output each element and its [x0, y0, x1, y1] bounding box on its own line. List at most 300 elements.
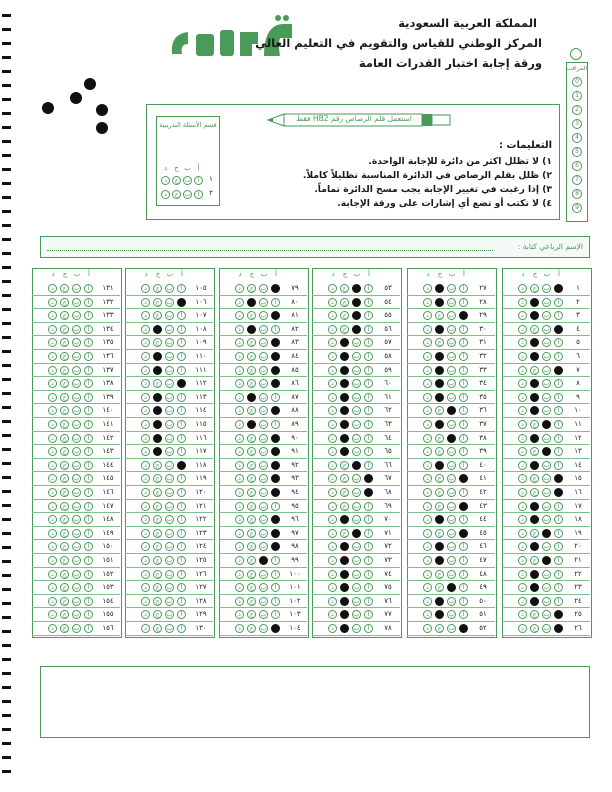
answer-bubble[interactable]: د [423, 597, 432, 606]
answer-bubble[interactable]: ج [435, 406, 444, 415]
answer-bubble[interactable]: ج [340, 298, 349, 307]
answer-bubble[interactable]: د [235, 610, 244, 619]
answer-bubble[interactable]: د [328, 610, 337, 619]
answer-bubble[interactable]: ب [353, 475, 360, 483]
answer-bubble[interactable]: ب [73, 366, 80, 374]
answer-bubble-filled[interactable] [530, 461, 539, 470]
answer-bubble[interactable]: د [235, 556, 244, 565]
answer-bubble[interactable]: أ [84, 502, 93, 511]
answer-bubble[interactable]: أ [459, 610, 468, 619]
answer-bubble[interactable]: أ [554, 311, 563, 320]
supervisor-digit-bubble[interactable]: 5 [572, 147, 582, 157]
answer-bubble-filled[interactable] [554, 325, 563, 334]
answer-bubble[interactable]: د [518, 597, 527, 606]
answer-bubble[interactable]: د [518, 366, 527, 375]
answer-bubble[interactable]: أ [84, 379, 93, 388]
answer-bubble[interactable]: ب [448, 475, 455, 483]
answer-bubble[interactable]: د [235, 624, 244, 633]
answer-bubble[interactable]: أ [459, 420, 468, 429]
answer-bubble[interactable]: ب [448, 325, 455, 333]
answer-bubble[interactable]: أ [364, 583, 373, 592]
answer-bubble[interactable]: ب [448, 557, 455, 564]
answer-bubble[interactable]: د [518, 325, 527, 334]
answer-bubble[interactable]: د [235, 597, 244, 606]
answer-bubble[interactable]: د [235, 461, 244, 470]
answer-bubble[interactable]: د [518, 488, 527, 497]
answer-bubble[interactable]: ب [73, 625, 80, 632]
answer-bubble-filled[interactable] [271, 624, 280, 633]
answer-bubble[interactable]: أ [84, 298, 93, 307]
answer-bubble[interactable]: ج [60, 583, 69, 592]
answer-bubble[interactable]: أ [177, 447, 186, 456]
answer-bubble[interactable]: د [141, 352, 150, 361]
answer-bubble[interactable]: ج [247, 502, 256, 511]
answer-bubble[interactable]: ب [353, 407, 360, 415]
answer-bubble[interactable]: ب [260, 448, 267, 456]
answer-bubble[interactable]: د [328, 325, 337, 334]
answer-bubble-filled[interactable] [247, 393, 256, 402]
answer-bubble[interactable]: أ [554, 338, 563, 347]
supervisor-digit-bubble[interactable]: 2 [572, 105, 582, 115]
answer-bubble[interactable]: ب [543, 516, 550, 524]
answer-bubble[interactable]: أ [84, 338, 93, 347]
answer-bubble[interactable]: ج [60, 379, 69, 388]
answer-bubble[interactable]: ب [353, 557, 360, 564]
answer-bubble[interactable]: د [235, 298, 244, 307]
answer-bubble[interactable]: أ [177, 502, 186, 511]
answer-bubble[interactable]: أ [364, 325, 373, 334]
answer-bubble-filled[interactable] [435, 420, 444, 429]
answer-bubble[interactable]: ج [247, 556, 256, 565]
answer-bubble[interactable]: أ [459, 352, 468, 361]
answer-bubble[interactable]: ج [247, 488, 256, 497]
answer-bubble-filled[interactable] [554, 366, 563, 375]
answer-bubble[interactable]: ب [448, 502, 455, 510]
answer-bubble[interactable]: ب [260, 407, 267, 415]
answer-bubble[interactable]: ب [166, 312, 173, 320]
answer-bubble[interactable]: ب [448, 516, 455, 524]
answer-bubble-filled[interactable] [271, 366, 280, 375]
answer-bubble[interactable]: ج [153, 542, 162, 551]
answer-bubble[interactable]: ب [73, 597, 80, 605]
answer-bubble-filled[interactable] [271, 352, 280, 361]
answer-bubble[interactable]: أ [459, 583, 468, 592]
answer-bubble[interactable]: د [141, 393, 150, 402]
answer-bubble[interactable]: ب [353, 543, 360, 551]
answer-bubble[interactable]: ب [260, 597, 267, 605]
answer-bubble[interactable]: د [48, 583, 57, 592]
answer-bubble[interactable]: ب [73, 557, 80, 564]
answer-bubble-filled[interactable] [153, 420, 162, 429]
answer-bubble[interactable]: أ [177, 406, 186, 415]
answer-bubble[interactable]: ب [543, 366, 550, 374]
answer-bubble[interactable]: د [235, 542, 244, 551]
answer-bubble[interactable]: أ [84, 393, 93, 402]
answer-bubble[interactable]: ب [448, 312, 455, 320]
answer-bubble[interactable]: ج [60, 311, 69, 320]
answer-bubble[interactable]: ج [60, 556, 69, 565]
answer-bubble[interactable]: د [235, 366, 244, 375]
answer-bubble[interactable]: أ [459, 338, 468, 347]
answer-bubble[interactable]: أ [177, 325, 186, 334]
answer-bubble[interactable]: د [328, 542, 337, 551]
answer-bubble[interactable]: د [48, 515, 57, 524]
answer-bubble[interactable]: د [518, 434, 527, 443]
answer-bubble[interactable]: د [141, 583, 150, 592]
answer-bubble[interactable]: ب [260, 516, 267, 524]
answer-bubble[interactable]: د [518, 474, 527, 483]
answer-bubble[interactable]: د [48, 284, 57, 293]
answer-bubble[interactable]: د [423, 352, 432, 361]
answer-bubble[interactable]: أ [364, 556, 373, 565]
answer-bubble[interactable]: ب [543, 584, 550, 592]
answer-bubble[interactable]: ج [60, 325, 69, 334]
answer-bubble[interactable]: ج [340, 461, 349, 470]
answer-bubble[interactable]: أ [271, 597, 280, 606]
answer-bubble[interactable]: ب [448, 298, 455, 306]
answer-bubble[interactable]: ج [153, 597, 162, 606]
answer-bubble-filled[interactable] [554, 624, 563, 633]
answer-bubble[interactable]: ج [435, 311, 444, 320]
answer-bubble[interactable]: د [48, 624, 57, 633]
answer-bubble[interactable]: د [235, 434, 244, 443]
answer-bubble-filled[interactable] [153, 352, 162, 361]
answer-bubble[interactable]: أ [459, 597, 468, 606]
answer-bubble[interactable]: ب [543, 597, 550, 605]
answer-bubble[interactable]: ج [153, 583, 162, 592]
answer-bubble[interactable]: د [423, 311, 432, 320]
supervisor-digit-bubble[interactable]: 9 [572, 203, 582, 213]
answer-bubble[interactable]: ج [153, 338, 162, 347]
answer-bubble[interactable]: د [235, 447, 244, 456]
answer-bubble[interactable]: د [328, 420, 337, 429]
answer-bubble[interactable]: أ [554, 461, 563, 470]
answer-bubble-filled[interactable] [340, 434, 349, 443]
answer-bubble[interactable]: د [48, 352, 57, 361]
answer-bubble-filled[interactable] [247, 420, 256, 429]
answer-bubble-filled[interactable] [271, 434, 280, 443]
answer-bubble[interactable]: أ [84, 434, 93, 443]
answer-bubble[interactable]: ب [448, 461, 455, 469]
answer-bubble-filled[interactable] [435, 366, 444, 375]
answer-bubble-filled[interactable] [352, 284, 361, 293]
answer-bubble[interactable]: ج [247, 284, 256, 293]
answer-bubble[interactable]: ب [166, 434, 173, 442]
answer-bubble[interactable]: د [48, 393, 57, 402]
answer-bubble[interactable]: أ [84, 542, 93, 551]
answer-bubble[interactable]: ب [166, 407, 173, 415]
answer-bubble[interactable]: ب [73, 434, 80, 442]
answer-bubble[interactable]: ج [247, 434, 256, 443]
answer-bubble[interactable]: ج [340, 311, 349, 320]
answer-bubble[interactable]: د [423, 502, 432, 511]
answer-bubble[interactable]: ب [166, 611, 173, 619]
answer-bubble[interactable]: أ [84, 352, 93, 361]
answer-bubble-filled[interactable] [352, 529, 361, 538]
answer-bubble-filled[interactable] [153, 393, 162, 402]
answer-bubble[interactable]: ج [60, 529, 69, 538]
answer-bubble-filled[interactable] [435, 556, 444, 565]
answer-bubble[interactable]: ج [435, 583, 444, 592]
answer-bubble[interactable]: ب [353, 611, 360, 619]
answer-bubble[interactable]: ب [448, 597, 455, 605]
answer-bubble[interactable]: ب [260, 584, 267, 592]
answer-bubble-filled[interactable] [340, 570, 349, 579]
answer-bubble[interactable]: ب [166, 325, 173, 333]
answer-bubble[interactable]: أ [554, 406, 563, 415]
answer-bubble[interactable]: ب [353, 393, 360, 401]
answer-bubble[interactable]: د [328, 447, 337, 456]
answer-bubble[interactable]: ب [543, 298, 550, 306]
answer-bubble-filled[interactable] [530, 597, 539, 606]
answer-bubble[interactable]: ب [543, 407, 550, 415]
answer-bubble[interactable]: أ [364, 393, 373, 402]
answer-bubble[interactable]: ب [353, 597, 360, 605]
answer-bubble[interactable]: ب [260, 366, 267, 374]
answer-bubble-filled[interactable] [435, 597, 444, 606]
answer-bubble[interactable]: ب [73, 421, 80, 428]
answer-bubble[interactable]: أ [459, 570, 468, 579]
answer-bubble[interactable]: د [141, 597, 150, 606]
answer-bubble[interactable]: ج [60, 515, 69, 524]
answer-bubble[interactable]: أ [177, 366, 186, 375]
answer-bubble[interactable]: د [518, 624, 527, 633]
answer-bubble[interactable]: ب [166, 285, 173, 292]
answer-bubble[interactable]: ب [543, 380, 550, 388]
answer-bubble[interactable]: د [518, 406, 527, 415]
answer-bubble[interactable]: أ [364, 610, 373, 619]
answer-bubble[interactable]: أ [459, 393, 468, 402]
answer-bubble[interactable]: ج [247, 447, 256, 456]
answer-bubble[interactable]: أ [84, 406, 93, 415]
answer-bubble[interactable]: د [518, 542, 527, 551]
answer-bubble-filled[interactable] [340, 556, 349, 565]
answer-bubble[interactable]: ب [73, 502, 80, 510]
answer-bubble[interactable]: ج [60, 597, 69, 606]
answer-bubble[interactable]: د [48, 542, 57, 551]
answer-bubble[interactable]: ج [530, 624, 539, 633]
answer-bubble[interactable]: ج [247, 597, 256, 606]
answer-bubble[interactable]: ب [260, 461, 267, 469]
answer-bubble[interactable]: د [141, 298, 150, 307]
answer-bubble[interactable]: ج [247, 406, 256, 415]
answer-bubble-filled[interactable] [340, 624, 349, 633]
answer-bubble[interactable]: ج [60, 461, 69, 470]
answer-bubble[interactable]: ب [353, 434, 360, 442]
answer-bubble[interactable]: د [518, 298, 527, 307]
answer-bubble[interactable]: ب [73, 489, 80, 496]
answer-bubble[interactable]: أ [459, 515, 468, 524]
answer-bubble[interactable]: ج [60, 474, 69, 483]
answer-bubble[interactable]: د [141, 502, 150, 511]
answer-bubble[interactable]: ب [73, 475, 80, 483]
answer-bubble[interactable]: د [235, 284, 244, 293]
answer-bubble[interactable]: ج [435, 474, 444, 483]
answer-bubble[interactable]: د [518, 447, 527, 456]
answer-bubble[interactable]: أ [554, 447, 563, 456]
answer-bubble[interactable]: ج [530, 284, 539, 293]
answer-bubble[interactable]: ب [166, 516, 173, 524]
answer-bubble[interactable]: ب [353, 570, 360, 578]
answer-bubble[interactable]: أ [84, 474, 93, 483]
answer-bubble[interactable]: د [235, 379, 244, 388]
answer-bubble[interactable]: د [235, 393, 244, 402]
answer-bubble[interactable]: ج [153, 515, 162, 524]
answer-bubble[interactable]: د [328, 474, 337, 483]
answer-bubble[interactable]: أ [177, 542, 186, 551]
answer-bubble[interactable]: ب [166, 570, 173, 578]
answer-bubble[interactable]: د [518, 502, 527, 511]
answer-bubble[interactable]: أ [459, 379, 468, 388]
answer-bubble[interactable]: ج [530, 556, 539, 565]
answer-bubble[interactable]: د [423, 556, 432, 565]
answer-bubble[interactable]: أ [459, 406, 468, 415]
answer-bubble[interactable]: د [518, 529, 527, 538]
answer-bubble[interactable]: ج [247, 366, 256, 375]
answer-bubble-filled[interactable] [542, 529, 551, 538]
answer-bubble[interactable]: أ [554, 393, 563, 402]
answer-bubble[interactable]: ب [73, 570, 80, 578]
answer-bubble[interactable]: د [423, 393, 432, 402]
answer-bubble[interactable]: ب [166, 339, 173, 347]
answer-bubble[interactable]: أ [271, 502, 280, 511]
answer-bubble[interactable]: أ [364, 366, 373, 375]
answer-bubble[interactable]: ج [60, 502, 69, 511]
answer-bubble[interactable]: أ [177, 311, 186, 320]
answer-bubble[interactable]: أ [84, 610, 93, 619]
answer-bubble[interactable]: ب [73, 407, 80, 415]
answer-bubble[interactable]: أ [84, 461, 93, 470]
answer-bubble[interactable]: أ [459, 542, 468, 551]
answer-bubble[interactable]: أ [271, 610, 280, 619]
answer-bubble[interactable]: ج [340, 529, 349, 538]
answer-bubble[interactable]: أ [271, 420, 280, 429]
answer-bubble[interactable]: ب [260, 353, 267, 360]
answer-bubble[interactable]: ب [353, 366, 360, 374]
answer-bubble-filled[interactable] [554, 488, 563, 497]
answer-bubble[interactable]: ج [247, 338, 256, 347]
answer-bubble[interactable]: د [141, 311, 150, 320]
answer-bubble[interactable]: ب [73, 393, 80, 401]
answer-bubble[interactable]: د [235, 502, 244, 511]
answer-bubble[interactable]: ج [60, 488, 69, 497]
training-answer-bubble[interactable]: أ [194, 176, 203, 185]
answer-bubble[interactable]: ب [543, 353, 550, 360]
answer-bubble[interactable]: د [141, 624, 150, 633]
answer-bubble-filled[interactable] [271, 488, 280, 497]
answer-bubble[interactable]: د [141, 529, 150, 538]
answer-bubble[interactable]: ب [543, 625, 550, 632]
answer-bubble[interactable]: أ [459, 284, 468, 293]
answer-bubble[interactable]: أ [84, 624, 93, 633]
answer-bubble[interactable]: ب [353, 489, 360, 496]
answer-bubble[interactable]: د [328, 583, 337, 592]
answer-bubble[interactable]: ب [448, 489, 455, 496]
answer-bubble[interactable]: ج [340, 474, 349, 483]
answer-bubble[interactable]: ج [60, 434, 69, 443]
supervisor-top-bubble[interactable] [570, 48, 582, 60]
answer-bubble[interactable]: د [235, 570, 244, 579]
answer-bubble[interactable]: ج [247, 542, 256, 551]
answer-bubble[interactable]: ب [166, 529, 173, 537]
answer-bubble-filled[interactable] [352, 298, 361, 307]
answer-bubble[interactable]: أ [177, 583, 186, 592]
answer-bubble[interactable]: د [328, 338, 337, 347]
answer-bubble[interactable]: ج [60, 447, 69, 456]
answer-bubble[interactable]: ب [73, 584, 80, 592]
supervisor-digit-bubble[interactable]: 0 [572, 77, 582, 87]
answer-bubble[interactable]: ج [340, 325, 349, 334]
answer-bubble[interactable]: أ [271, 298, 280, 307]
answer-bubble[interactable]: د [48, 447, 57, 456]
answer-bubble[interactable]: د [141, 488, 150, 497]
answer-bubble[interactable]: د [423, 338, 432, 347]
training-answer-bubble[interactable]: ج [172, 176, 181, 185]
answer-bubble[interactable]: أ [364, 434, 373, 443]
answer-bubble-filled[interactable] [554, 284, 563, 293]
answer-bubble[interactable]: د [48, 461, 57, 470]
answer-bubble[interactable]: ج [60, 284, 69, 293]
answer-bubble[interactable]: ب [543, 489, 550, 496]
answer-bubble-filled[interactable] [435, 298, 444, 307]
answer-bubble[interactable]: ج [247, 570, 256, 579]
answer-bubble[interactable]: أ [177, 393, 186, 402]
answer-bubble[interactable]: أ [459, 488, 468, 497]
answer-bubble[interactable]: د [518, 352, 527, 361]
answer-bubble[interactable]: ب [260, 475, 267, 483]
answer-bubble[interactable]: ج [153, 298, 162, 307]
answer-bubble[interactable]: د [48, 420, 57, 429]
answer-bubble[interactable]: ب [353, 339, 360, 347]
answer-bubble[interactable]: د [328, 570, 337, 579]
answer-bubble-filled[interactable] [153, 325, 162, 334]
answer-bubble[interactable]: ج [530, 529, 539, 538]
answer-bubble[interactable]: د [141, 406, 150, 415]
answer-bubble-filled[interactable] [435, 325, 444, 334]
answer-bubble[interactable]: ج [530, 366, 539, 375]
answer-bubble[interactable]: ب [260, 393, 267, 401]
answer-bubble[interactable]: أ [177, 597, 186, 606]
answer-bubble[interactable]: أ [554, 542, 563, 551]
answer-bubble[interactable]: ج [247, 352, 256, 361]
answer-bubble-filled[interactable] [435, 284, 444, 293]
answer-bubble[interactable]: د [423, 488, 432, 497]
answer-bubble[interactable]: ج [530, 610, 539, 619]
answer-bubble[interactable]: ب [166, 584, 173, 592]
answer-bubble[interactable]: ج [247, 474, 256, 483]
answer-bubble[interactable]: أ [554, 583, 563, 592]
answer-bubble[interactable]: ب [353, 353, 360, 360]
answer-bubble[interactable]: ب [448, 625, 455, 632]
answer-bubble[interactable]: د [48, 474, 57, 483]
answer-bubble[interactable]: د [48, 610, 57, 619]
answer-bubble[interactable]: د [328, 461, 337, 470]
answer-bubble[interactable]: أ [271, 556, 280, 565]
answer-bubble[interactable]: أ [554, 529, 563, 538]
answer-bubble[interactable]: أ [459, 366, 468, 375]
answer-bubble[interactable]: د [328, 352, 337, 361]
answer-bubble-filled[interactable] [177, 298, 186, 307]
supervisor-digit-bubble[interactable]: 4 [572, 133, 582, 143]
answer-bubble[interactable]: د [235, 338, 244, 347]
answer-bubble[interactable]: ج [530, 420, 539, 429]
answer-bubble[interactable]: د [48, 338, 57, 347]
answer-bubble[interactable]: د [48, 529, 57, 538]
answer-bubble[interactable]: ب [448, 285, 455, 292]
answer-bubble-filled[interactable] [530, 298, 539, 307]
answer-bubble-filled[interactable] [542, 556, 551, 565]
answer-bubble[interactable]: أ [177, 488, 186, 497]
